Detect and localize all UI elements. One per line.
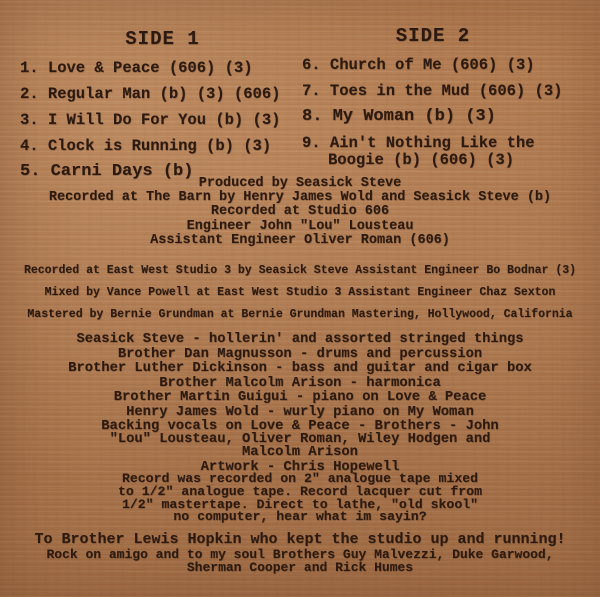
credit-line: Recorded at Studio 606	[210, 204, 390, 220]
side1-tracklist	[20, 28, 305, 180]
musician-credits	[0, 333, 600, 421]
credit-line: Assistant Engineer Oliver Roman (606)	[150, 232, 450, 248]
note-line: 1/2" mastertape. Direct to lathe, "old skool"	[121, 496, 479, 512]
track-item: 9. Ain't Nothing Like the Boogie (b) (606) (3)	[302, 134, 535, 169]
backing-vocals-credits	[0, 421, 600, 459]
thanks-line: Sherman Cooper and Rick Humes	[186, 559, 414, 575]
credit-line: Produced by Seasick Steve	[198, 176, 402, 191]
note-line: to 1/2" analogue tape. Record lacquer cut from	[117, 483, 483, 499]
track-item: 4. Clock is Running (b) (3)	[20, 137, 272, 155]
credit-line: Henry James Wold - wurly piano on My Woman	[126, 404, 474, 420]
track-item: 6. Church of Me (606) (3)	[302, 56, 535, 74]
credit-line: "Lou" Lousteau, Oliver Roman, Wiley Hodgen and	[109, 431, 491, 447]
thanks-line: To Brother Lewis Hopkin who kept the studio up and running!	[34, 531, 566, 548]
track-item: 7. Toes in the Mud (606) (3)	[302, 82, 563, 100]
credit-line: Brother Dan Magnusson - drums and percussion	[117, 346, 483, 362]
credit-line: Recorded at The Barn by Henry James Wold and Seasick Steve (b)	[48, 190, 552, 206]
note-line: Record was recorded on 2" analogue tape mixed	[121, 471, 479, 486]
track-item: 5. Carni Days (b)	[20, 162, 194, 181]
credit-line: Backing vocals on Love & Peace - Brothers - John	[101, 419, 499, 434]
credit-line: Malcolm Arison	[242, 444, 358, 460]
artwork-credit: Artwork - Chris Hopewell	[200, 460, 400, 475]
credit-line: Recorded at East West Studio 3 by Seasick Steve Assistant Engineer Bo Bodnar (3)	[23, 264, 577, 277]
track-item: 3. I Will Do For You (b) (3)	[20, 111, 281, 129]
studio-credits	[0, 260, 600, 325]
track-item: 2. Regular Man (b) (3) (606)	[20, 85, 281, 103]
recording-note	[0, 473, 600, 524]
track-item: 8. My Woman (b) (3)	[302, 107, 496, 126]
track-item: 1. Love & Peace (606) (3)	[20, 59, 253, 77]
thanks-line: Rock on amigo and to my soul Brothers Guy Malvezzi, Duke Garwood,	[46, 547, 554, 562]
side1-title: SIDE 1	[125, 28, 200, 50]
credit-line: Mixed by Vance Powell at East West Studio 3 Assistant Engineer Chaz Sexton	[44, 285, 556, 299]
note-line: no computer, hear what im sayin?	[173, 509, 427, 525]
credit-line: Brother Luther Dickinson - bass and guitar and cigar box	[68, 361, 532, 377]
credit-line: Seasick Steve - hollerin' and assorted stringed things	[76, 332, 524, 347]
credit-line: Brother Martin Guigui - piano on Love & Peace	[113, 390, 487, 406]
credit-line: Mastered by Bernie Grundman at Bernie Grundman Mastering, Hollywood, California	[27, 307, 573, 321]
side2-tracklist	[302, 25, 594, 169]
credit-line: Engineer John "Lou" Lousteau	[186, 218, 414, 234]
credit-line: Brother Malcolm Arison - harmonica	[159, 375, 441, 391]
side2-title: SIDE 2	[395, 25, 471, 47]
production-credits	[0, 177, 600, 248]
thanks-lines	[0, 549, 600, 574]
